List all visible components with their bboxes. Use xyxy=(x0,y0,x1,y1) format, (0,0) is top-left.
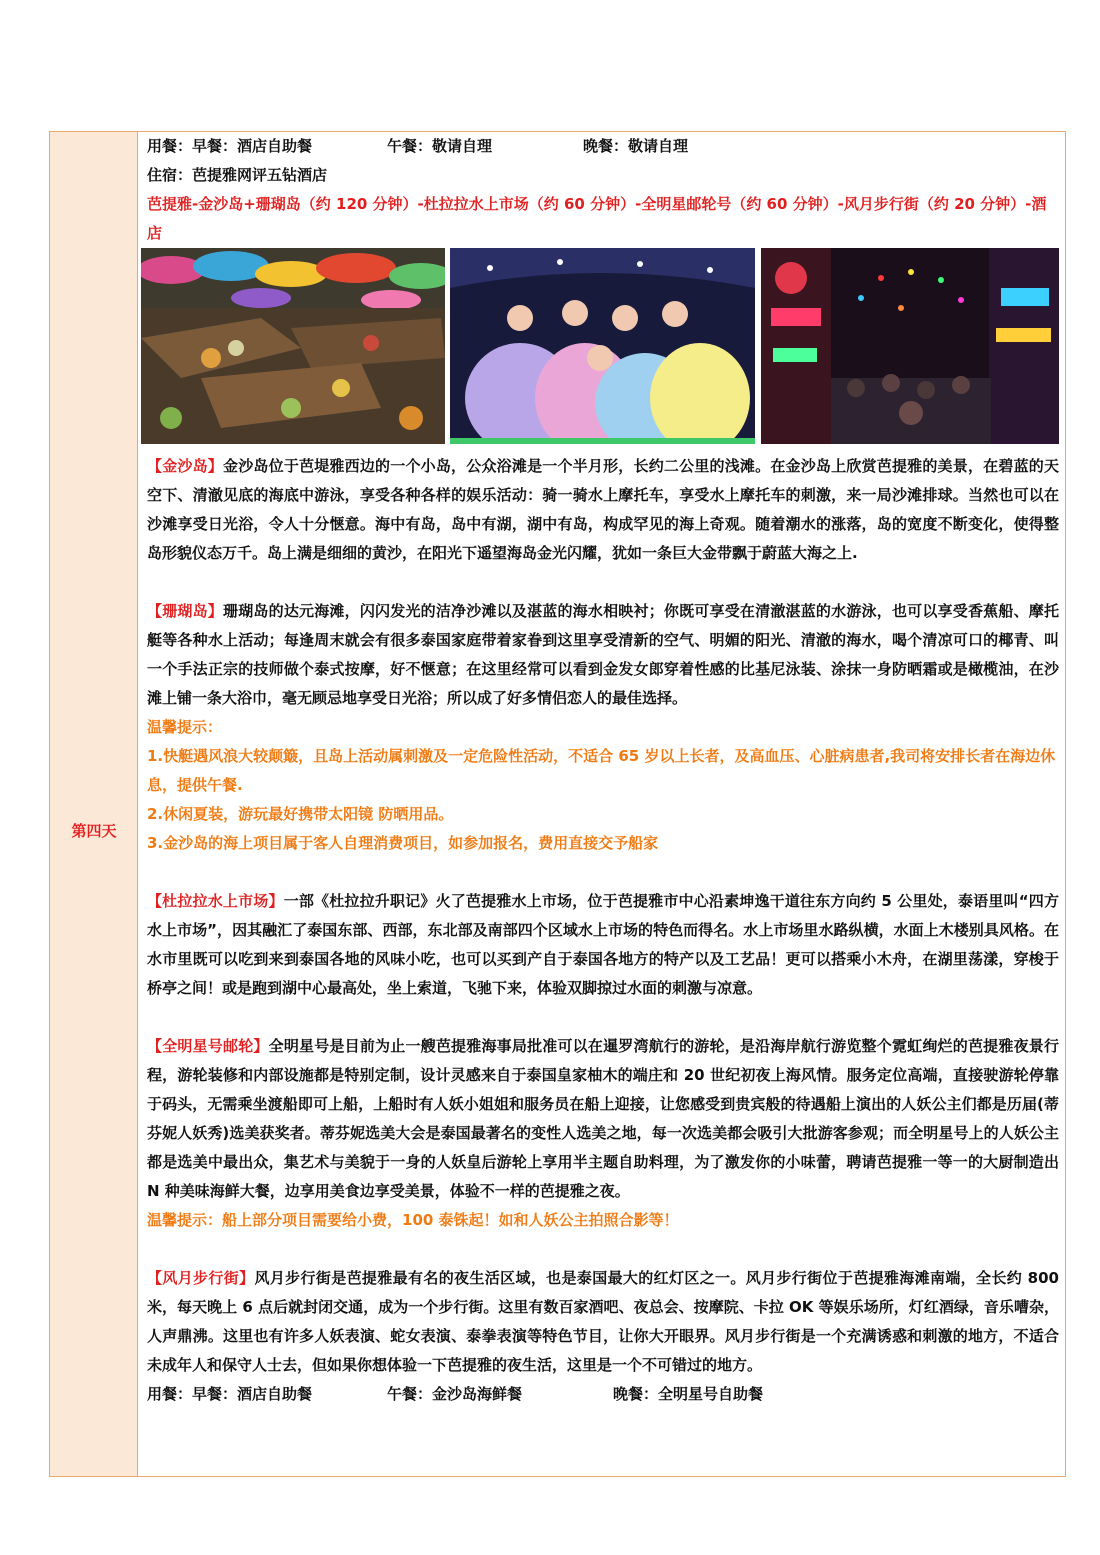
day-column xyxy=(50,132,138,1476)
day-header xyxy=(147,132,1059,248)
section-walking xyxy=(147,1264,1059,1380)
tips-title: 温馨提示： xyxy=(147,718,223,736)
itinerary-table xyxy=(49,131,1066,1477)
meal-lunch: 午餐：敬请自理 xyxy=(387,137,493,155)
section-cruise xyxy=(147,1032,1059,1206)
cruise-show-photo xyxy=(450,248,755,444)
tips-item: 3.金沙岛的海上项目属于客人自理消费项目，如参加报名，费用直接交予船家 xyxy=(147,834,659,852)
meals-top xyxy=(147,132,1059,161)
section-tag: 【金沙岛】 xyxy=(147,457,224,475)
section-tag: 【杜拉拉水上市场】 xyxy=(147,892,284,910)
section-dulala xyxy=(147,887,1059,1003)
tips-cruise: 温馨提示：船上部分项目需要给小费，100 泰铢起！如和人妖公主拍照合影等！ xyxy=(147,1211,679,1229)
meal-dinner: 晚餐：全明星号自助餐 xyxy=(613,1385,764,1403)
section-tag: 【风月步行街】 xyxy=(147,1269,255,1287)
meal-breakfast: 用餐：早餐：酒店自助餐 xyxy=(147,137,313,155)
meals-bottom xyxy=(147,1380,1059,1409)
lodging: 住宿：芭提雅网评五钻酒店 xyxy=(147,166,328,184)
tips-item: 1.快艇遇风浪大较颠簸，且岛上活动属刺激及一定危险性活动，不适合 65 岁以上长者，及高血压、心脏病患者,我司将安排长者在海边休息，提供午餐. xyxy=(147,747,1056,794)
section-tag: 【珊瑚岛】 xyxy=(147,602,224,620)
section-text: 一部《杜拉拉升职记》火了芭提雅水上市场，位于芭提雅市中心沿素坤逸干道往东方向约 5 公里处，泰语里叫“四方水上市场”，因其融汇了泰国东部、西部，东北部及南部四个区域水上市场的特色而得名。水上市场里水路纵横，水面上木楼别具风格。在水市里既可以吃到来到泰国各地的风味小吃，也可以买到产自于泰国各地方的特产以及工艺品！更可以搭乘小木舟，在湖里荡漾，穿梭于桥亭之间！或是跑到湖中心最高处，坐上索道，飞驰下来，体验双脚掠过水面的刺激与凉意。 xyxy=(147,892,1059,997)
day-body xyxy=(147,452,1059,1409)
section-text: 金沙岛位于芭堤雅西边的一个小岛，公众浴滩是一个半月形，长约二公里的浅滩。在金沙岛上欣赏芭提雅的美景，在碧蓝的天空下、清澈见底的海底中游泳，享受各种各样的娱乐活动：骑一骑水上摩托车，享受水上摩托车的刺激，来一局沙滩排球。当然也可以在沙滩享受日光浴，令人十分惬意。海中有岛，岛中有湖，湖中有岛，构成罕见的海上奇观。随着潮水的涨落，岛的宽度不断变化，使得整岛形貌仪态万千。岛上满是细细的黄沙，在阳光下遥望海岛金光闪耀，犹如一条巨大金带飘于蔚蓝大海之上. xyxy=(147,457,1059,562)
section-text: 风月步行街是芭提雅最有名的夜生活区域，也是泰国最大的红灯区之一。风月步行街位于芭提雅海滩南端，全长约 800 米，每天晚上 6 点后就封闭交通，成为一个步行街。这里有数百家酒吧、夜总会、按摩院、卡拉 OK 等娱乐场所，灯红酒绿，音乐嘈杂，人声鼎沸。这里也有许多人妖表演、蛇女表演、泰拳表演等特色节目，让你大开眼界。风月步行街是一个充满诱惑和刺激的地方，不适合未成年人和保守人士去，但如果你想体验一下芭提雅的夜生活，这里是一个不可错过的地方。 xyxy=(147,1269,1059,1374)
meal-lunch: 午餐：金沙岛海鲜餐 xyxy=(387,1385,523,1403)
floating-market-photo xyxy=(141,248,445,444)
day-label: 第四天 xyxy=(71,822,117,840)
section-shanhu xyxy=(147,597,1059,713)
meal-dinner: 晚餐：敬请自理 xyxy=(583,137,689,155)
section-jinsha xyxy=(147,452,1059,568)
walking-street-photo xyxy=(761,248,1059,444)
meal-breakfast: 用餐：早餐：酒店自助餐 xyxy=(147,1385,313,1403)
route: 芭提雅-金沙岛+珊瑚岛（约 120 分钟）-杜拉拉水上市场（约 60 分钟）-全明星邮轮号（约 60 分钟）-风月步行街（约 20 分钟）-酒店 xyxy=(147,195,1047,242)
section-tag: 【全明星号邮轮】 xyxy=(147,1037,269,1055)
tips-item: 2.休闲夏装，游玩最好携带太阳镜 防晒用品。 xyxy=(147,805,454,823)
section-text: 珊瑚岛的达元海滩，闪闪发光的洁净沙滩以及湛蓝的海水相映衬；你既可享受在清澈湛蓝的水游泳，也可以享受香蕉船、摩托艇等各种水上活动；每逢周末就会有很多泰国家庭带着家眷到这里享受清新的空气、明媚的阳光、清澈的海水，喝个清凉可口的椰青、叫一个手法正宗的技师做个泰式按摩，好不惬意；在这里经常可以看到金发女郎穿着性感的比基尼泳装、涂抹一身防晒霜或是橄榄油，在沙滩上铺一条大浴巾，毫无顾忌地享受日光浴；所以成了好多情侣恋人的最佳选择。 xyxy=(147,602,1059,707)
photo-strip xyxy=(141,248,1059,444)
section-text: 全明星号是目前为止一艘芭提雅海事局批准可以在暹罗湾航行的游轮，是沿海岸航行游览整个霓虹绚烂的芭提雅夜景行程，游轮装修和内部设施都是特别定制，设计灵感来自于泰国皇家柚木的端庄和 20 世纪初夜上海风情。服务定位高端，直接驶游轮停靠于码头，无需乘坐渡船即可上船，上船时有人妖小姐姐和服务员在船上迎接，让您感受到贵宾般的待遇船上演出的人妖公主们都是历届(蒂芬妮人妖秀)选美获奖者。蒂芬妮选美大会是泰国最著名的变性人选美之地，每一次选美都会吸引大批游客参观；而全明星号上的人妖公主都是选美中最出众，集艺术与美貌于一身的人妖皇后游轮上享用半主题自助料理，为了激发你的小味蕾，聘请芭提雅一等一的大厨制造出 N 种美味海鲜大餐，边享用美食边享受美景，体验不一样的芭提雅之夜。 xyxy=(147,1037,1059,1200)
